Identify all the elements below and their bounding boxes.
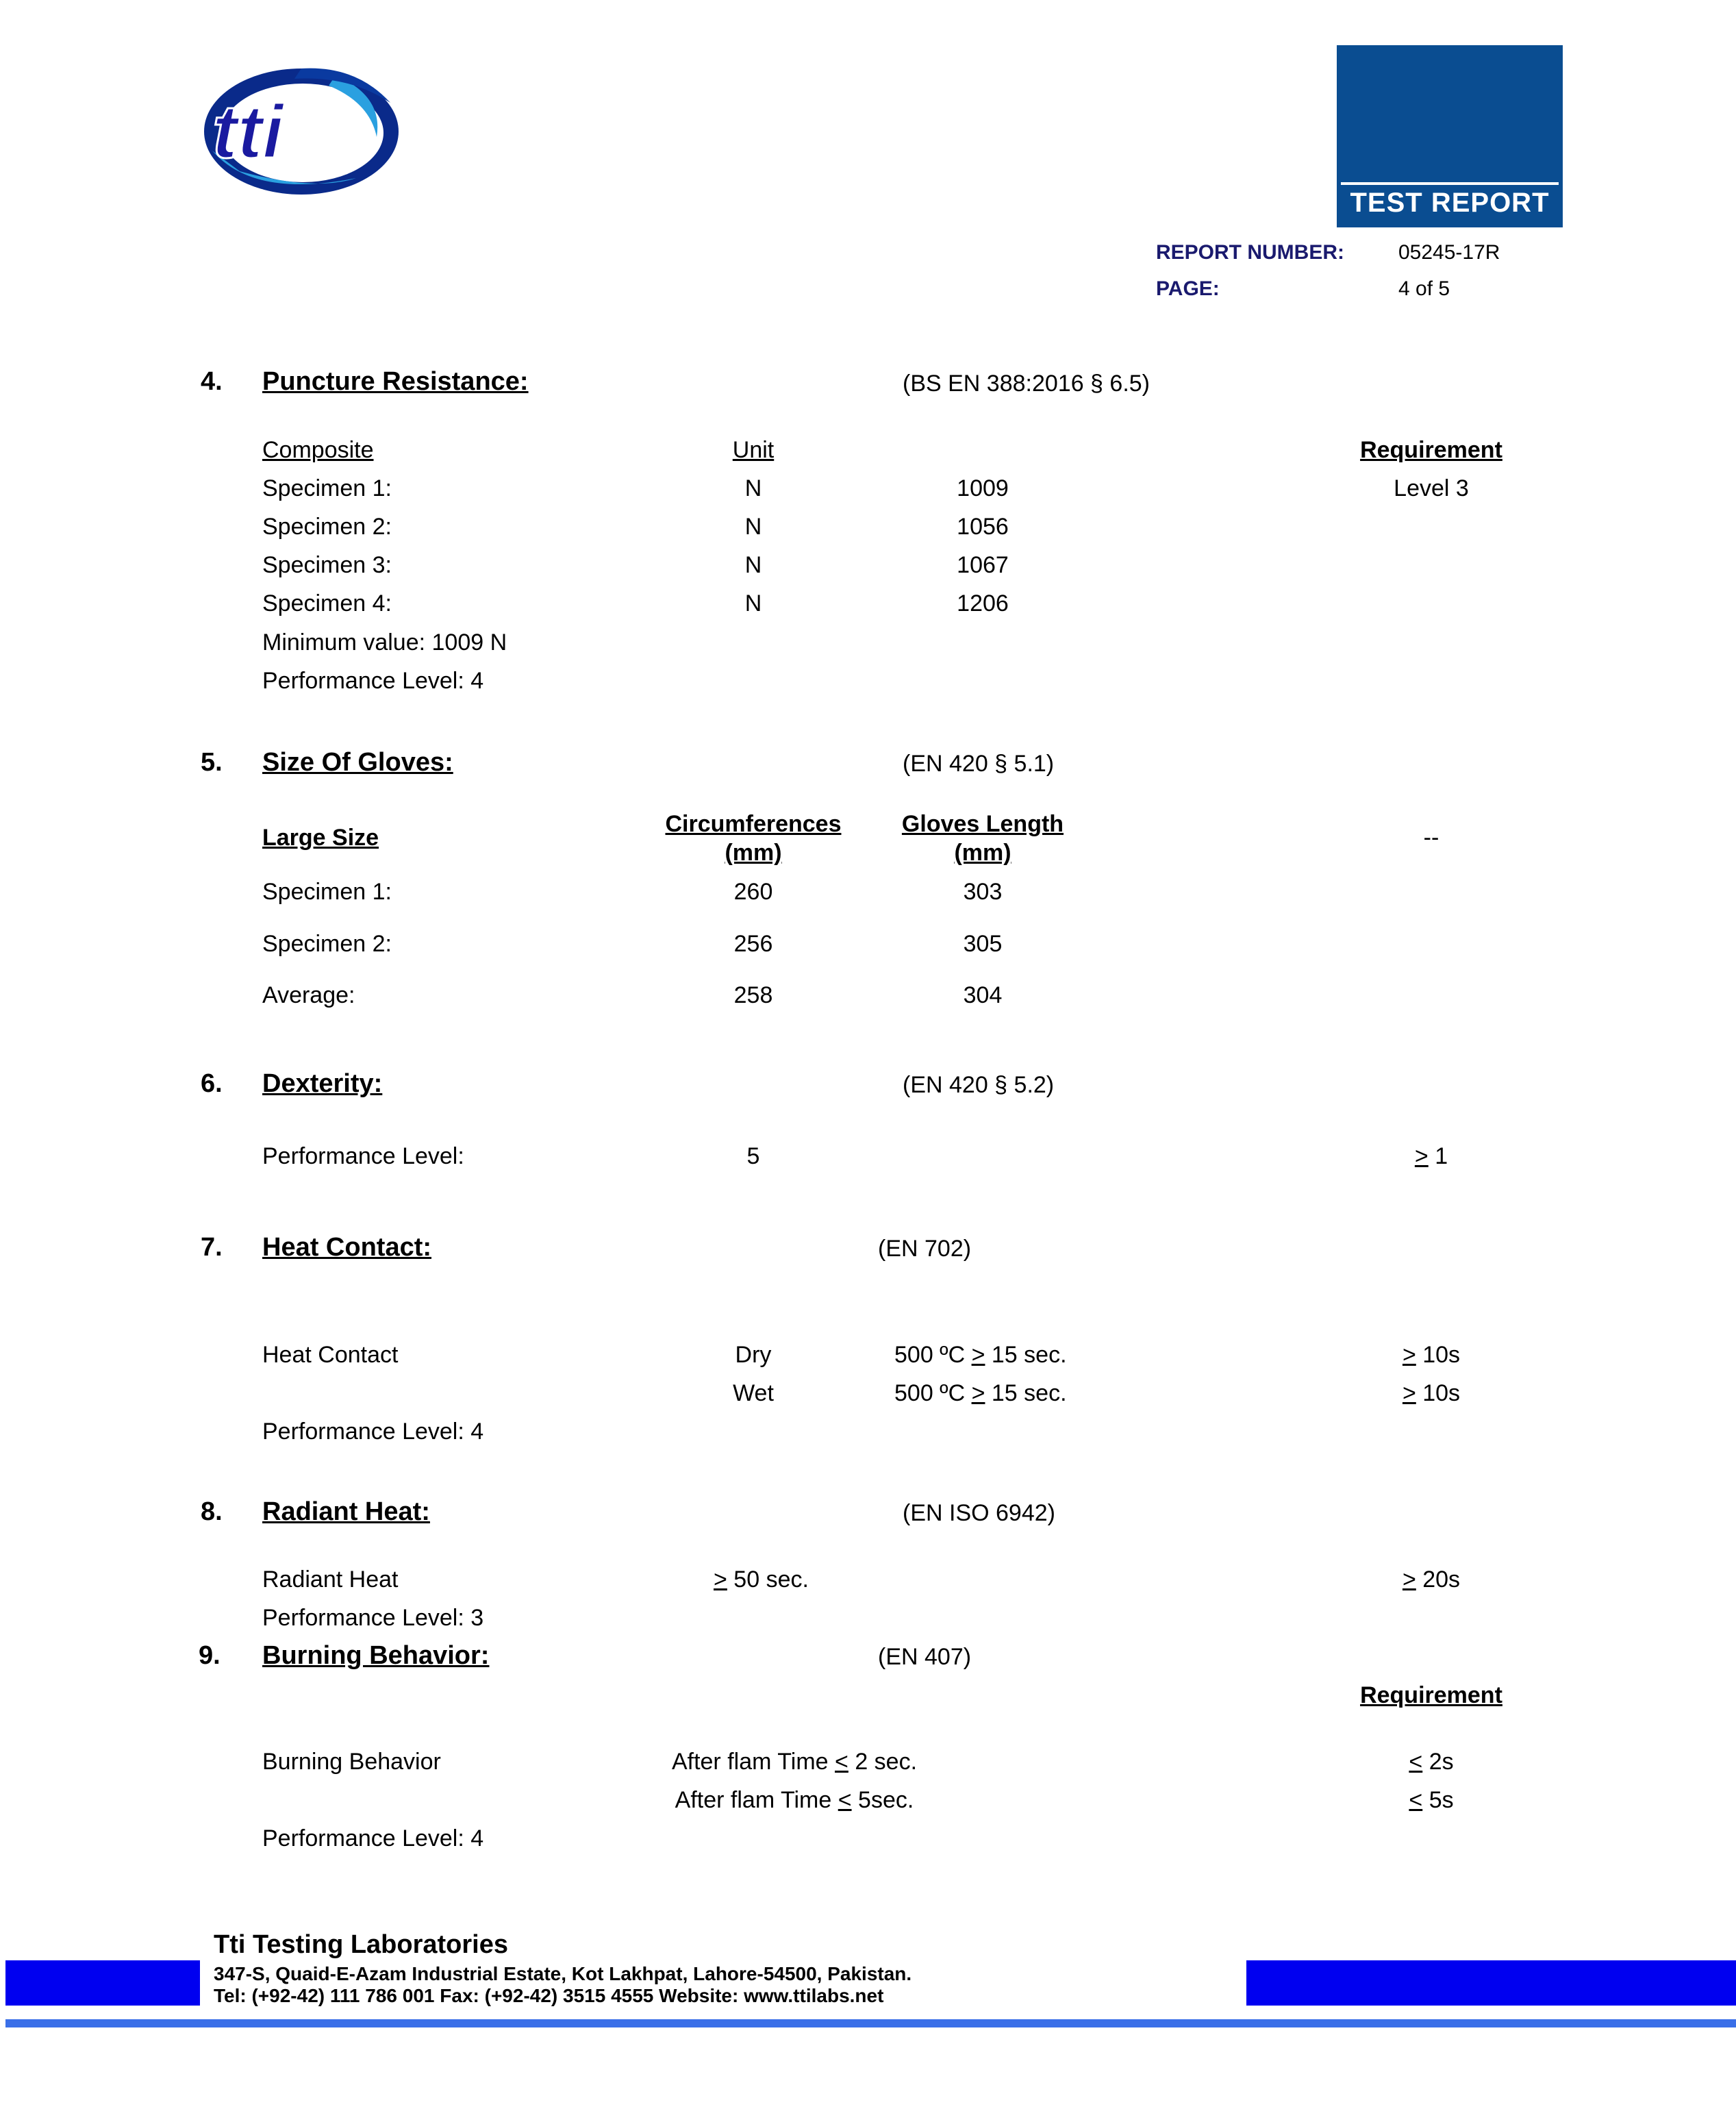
section-number: 6. <box>201 1069 223 1098</box>
test-report-strip <box>1341 182 1559 223</box>
test-label: Burning Behavior <box>262 1749 441 1775</box>
section-standard: (EN 420 § 5.2) <box>903 1072 1055 1098</box>
section-number: 7. <box>201 1233 223 1262</box>
footer-rule <box>5 2019 1736 2027</box>
performance-level: Performance Level: 4 <box>262 1825 484 1851</box>
requirement-number: 5s <box>1422 1787 1454 1813</box>
column-header-requirement: Requirement <box>1360 437 1502 463</box>
test-report-label: TEST REPORT <box>1350 188 1550 218</box>
requirement-value <box>1329 1341 1534 1369</box>
requirement-value <box>1329 1380 1534 1407</box>
requirement-symbol: < <box>1409 1749 1423 1775</box>
logo-text: tti <box>212 90 284 174</box>
section-title: Size Of Gloves: <box>262 748 453 777</box>
requirement-value <box>1329 1786 1534 1814</box>
section-title: Radiant Heat: <box>262 1497 430 1526</box>
table-row-length: 303 <box>963 879 1003 905</box>
requirement-value <box>1329 1748 1534 1775</box>
section-title: Puncture Resistance: <box>262 367 529 396</box>
duration: 2 sec. <box>848 1749 918 1775</box>
table-row-value: 1067 <box>957 552 1009 578</box>
table-row-unit: N <box>744 475 762 501</box>
performance-level: Performance Level: 4 <box>262 668 484 694</box>
page-value: 4 of 5 <box>1398 277 1450 300</box>
result-text: After flam Time <box>671 1749 835 1775</box>
table-row-label: Specimen 1: <box>262 475 392 501</box>
table-row-label: Specimen 4: <box>262 590 392 616</box>
test-result <box>616 1786 972 1814</box>
table-row-value: 1056 <box>957 514 1009 540</box>
section-number: 9. <box>199 1641 221 1670</box>
table-row-value: 1009 <box>957 475 1009 501</box>
minimum-value: Minimum value: 1009 N <box>262 629 507 656</box>
table-row-length: 304 <box>963 982 1003 1008</box>
duration: 5sec. <box>851 1787 914 1813</box>
report-number: 05245-17R <box>1398 241 1500 264</box>
table-row-value: 1206 <box>957 590 1009 616</box>
requirement-symbol: > <box>1414 1143 1429 1169</box>
section-number: 5. <box>201 748 223 777</box>
table-row-label: Average: <box>262 982 355 1008</box>
performance-level: Performance Level: 3 <box>262 1605 484 1631</box>
requirement-value: -- <box>1423 825 1439 851</box>
test-label: Heat Contact <box>262 1342 399 1368</box>
duration: 50 sec. <box>727 1566 809 1593</box>
requirement-number: 1 <box>1428 1143 1448 1169</box>
page-label: PAGE: <box>1156 277 1220 300</box>
table-row-circumference: 260 <box>733 879 773 905</box>
duration: 15 sec. <box>985 1380 1067 1406</box>
requirement-value <box>1329 1143 1534 1170</box>
footer-company: Tti Testing Laboratories <box>214 1930 509 1959</box>
table-row-circumference: 256 <box>733 931 773 957</box>
requirement-number: 10s <box>1416 1342 1461 1368</box>
performance-label: Performance Level: <box>262 1143 464 1169</box>
section-standard: (EN 420 § 5.1) <box>903 751 1055 777</box>
section-standard: (EN 702) <box>878 1236 972 1262</box>
section-standard: (EN ISO 6942) <box>903 1500 1055 1526</box>
table-row-circumference: 258 <box>733 982 773 1008</box>
comparison-symbol: > <box>971 1342 985 1368</box>
section-title: Dexterity: <box>262 1069 383 1098</box>
comparison-symbol: > <box>971 1380 985 1406</box>
column-header-length: Gloves Length <box>901 811 1064 837</box>
test-result <box>894 1380 1067 1407</box>
requirement-number: 20s <box>1416 1566 1461 1593</box>
column-header-composite: Composite <box>262 437 374 463</box>
requirement-value <box>1329 1566 1534 1593</box>
table-row-unit: N <box>744 552 762 578</box>
tti-logo <box>199 55 404 205</box>
column-header-circumference: Circumferences <box>665 811 842 837</box>
result-text: After flam Time <box>675 1787 838 1813</box>
requirement-symbol: < <box>1409 1787 1423 1813</box>
test-label: Radiant Heat <box>262 1566 399 1593</box>
section-standard: (EN 407) <box>878 1644 972 1670</box>
table-row-requirement: Level 3 <box>1394 475 1469 501</box>
section-number: 8. <box>201 1497 223 1526</box>
comparison-symbol: > <box>714 1566 727 1593</box>
condition: Wet <box>733 1380 774 1406</box>
performance-value: 5 <box>746 1143 760 1169</box>
temperature: 500 ºC <box>894 1380 972 1406</box>
report-number-label: REPORT NUMBER: <box>1156 241 1344 264</box>
requirement-symbol: > <box>1402 1566 1416 1593</box>
footer-address: 347-S, Quaid-E-Azam Industrial Estate, Kot Lakhpat, Lahore-54500, Pakistan. <box>214 1963 912 1984</box>
column-header-requirement: Requirement <box>1360 1682 1502 1708</box>
table-row-label: Specimen 2: <box>262 514 392 540</box>
requirement-symbol: > <box>1402 1342 1416 1368</box>
temperature: 500 ºC <box>894 1342 972 1368</box>
test-result <box>714 1566 809 1593</box>
table-row-label: Specimen 3: <box>262 552 392 578</box>
column-header-length-unit: (mm) <box>954 840 1011 866</box>
test-result <box>616 1748 972 1775</box>
table-row-unit: N <box>744 514 762 540</box>
table-row-length: 305 <box>963 931 1003 957</box>
table-row-label: Specimen 1: <box>262 879 392 905</box>
duration: 15 sec. <box>985 1342 1067 1368</box>
requirement-number: 10s <box>1416 1380 1461 1406</box>
comparison-symbol: < <box>838 1787 852 1813</box>
section-title: Heat Contact: <box>262 1233 432 1262</box>
footer-contact: Tel: (+92-42) 111 786 001 Fax: (+92-42) 3515 4555 Website: www.ttilabs.net <box>214 1985 884 2006</box>
performance-level: Performance Level: 4 <box>262 1419 484 1445</box>
section-title: Burning Behavior: <box>262 1641 490 1670</box>
column-header-size: Large Size <box>262 825 379 851</box>
section-number: 4. <box>201 367 223 396</box>
column-header-unit: Unit <box>732 437 775 463</box>
column-header-circumference-unit: (mm) <box>725 840 782 866</box>
footer-bar-right <box>1246 1960 1736 2006</box>
comparison-symbol: < <box>835 1749 848 1775</box>
table-row-unit: N <box>744 590 762 616</box>
condition: Dry <box>735 1342 772 1368</box>
requirement-number: 2s <box>1422 1749 1454 1775</box>
section-standard: (BS EN 388:2016 § 6.5) <box>903 371 1150 397</box>
table-row-label: Specimen 2: <box>262 931 392 957</box>
requirement-symbol: > <box>1402 1380 1416 1406</box>
test-result <box>894 1341 1067 1369</box>
footer-bar-left <box>5 1960 200 2006</box>
